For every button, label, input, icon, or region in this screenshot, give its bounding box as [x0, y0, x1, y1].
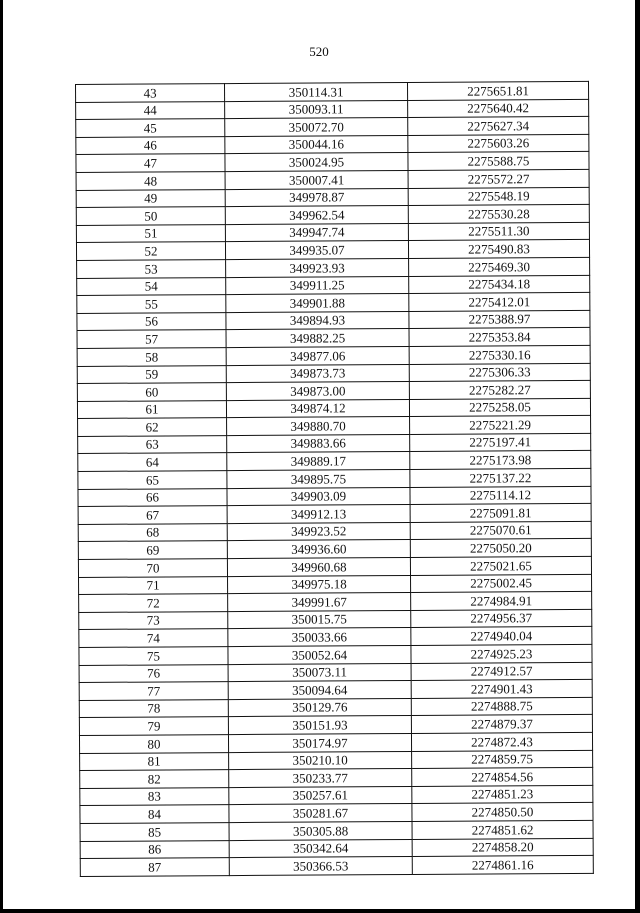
coordinates-table-body	[76, 81, 594, 876]
x-coordinate-cell: 349874.12	[226, 399, 409, 418]
y-coordinate-cell: 2275197.41	[410, 433, 591, 452]
point-number-cell: 55	[77, 295, 226, 314]
x-coordinate-cell: 349889.17	[227, 452, 410, 471]
y-coordinate-cell: 2275258.05	[409, 398, 590, 417]
x-coordinate-cell: 350281.67	[229, 804, 412, 823]
point-number-cell: 69	[78, 541, 227, 560]
y-coordinate-cell: 2274851.23	[412, 785, 593, 804]
y-coordinate-cell: 2275412.01	[409, 292, 590, 311]
y-coordinate-cell: 2275572.27	[408, 169, 589, 188]
point-number-cell: 47	[76, 154, 225, 173]
point-number-cell: 51	[76, 224, 225, 243]
x-coordinate-cell: 349894.93	[226, 311, 409, 330]
x-coordinate-cell: 350052.64	[228, 645, 411, 664]
y-coordinate-cell: 2275282.27	[409, 380, 590, 399]
y-coordinate-cell: 2274861.16	[412, 855, 593, 874]
point-number-cell: 85	[80, 823, 229, 842]
y-coordinate-cell: 2275388.97	[409, 310, 590, 329]
x-coordinate-cell: 350044.16	[225, 135, 408, 154]
y-coordinate-cell: 2275050.20	[410, 539, 591, 558]
x-coordinate-cell: 349962.54	[225, 206, 408, 225]
y-coordinate-cell: 2274858.20	[412, 838, 593, 857]
point-number-cell: 50	[76, 207, 225, 226]
point-number-cell: 54	[77, 277, 226, 296]
y-coordinate-cell: 2274859.75	[412, 750, 593, 769]
y-coordinate-cell: 2274940.04	[411, 627, 592, 646]
point-number-cell: 71	[79, 576, 228, 595]
y-coordinate-cell: 2274879.37	[411, 715, 592, 734]
point-number-cell: 60	[77, 383, 226, 402]
x-coordinate-cell: 350024.95	[225, 153, 408, 172]
point-number-cell: 61	[77, 400, 226, 419]
point-number-cell: 80	[79, 735, 228, 754]
point-number-cell: 82	[80, 770, 229, 789]
x-coordinate-cell: 350151.93	[228, 716, 411, 735]
x-coordinate-cell: 350366.53	[229, 857, 412, 876]
point-number-cell: 57	[77, 330, 226, 349]
x-coordinate-cell: 349936.60	[227, 540, 410, 559]
x-coordinate-cell: 350257.61	[229, 786, 412, 805]
y-coordinate-cell: 2275091.81	[410, 504, 591, 523]
y-coordinate-cell: 2274984.91	[411, 592, 592, 611]
x-coordinate-cell: 349978.87	[225, 188, 408, 207]
y-coordinate-cell: 2275137.22	[410, 468, 591, 487]
point-number-cell: 73	[79, 611, 228, 630]
x-coordinate-cell: 349903.09	[227, 487, 410, 506]
y-coordinate-cell: 2274925.23	[411, 644, 592, 663]
x-coordinate-cell: 349947.74	[225, 223, 408, 242]
point-number-cell: 53	[77, 260, 226, 279]
y-coordinate-cell: 2275511.30	[408, 222, 589, 241]
y-coordinate-cell: 2274872.43	[411, 732, 592, 751]
y-coordinate-cell: 2275627.34	[408, 117, 589, 136]
y-coordinate-cell: 2275603.26	[408, 134, 589, 153]
point-number-cell: 67	[78, 506, 227, 525]
y-coordinate-cell: 2275021.65	[410, 556, 591, 575]
x-coordinate-cell: 350033.66	[228, 628, 411, 647]
x-coordinate-cell: 349883.66	[227, 434, 410, 453]
x-coordinate-cell: 350073.11	[228, 663, 411, 682]
x-coordinate-cell: 349935.07	[225, 241, 408, 260]
point-number-cell: 44	[76, 101, 225, 120]
y-coordinate-cell: 2275070.61	[410, 521, 591, 540]
y-coordinate-cell: 2275330.16	[409, 345, 590, 364]
point-number-cell: 83	[80, 787, 229, 806]
y-coordinate-cell: 2274912.57	[411, 662, 592, 681]
x-coordinate-cell: 350129.76	[228, 698, 411, 717]
point-number-cell: 43	[76, 84, 225, 103]
y-coordinate-cell: 2275530.28	[408, 205, 589, 224]
y-coordinate-cell: 2275469.30	[409, 257, 590, 276]
x-coordinate-cell: 349923.52	[227, 522, 410, 541]
y-coordinate-cell: 2275434.18	[409, 275, 590, 294]
point-number-cell: 66	[78, 488, 227, 507]
x-coordinate-cell: 350174.97	[228, 733, 411, 752]
y-coordinate-cell: 2275221.29	[410, 416, 591, 435]
y-coordinate-cell: 2274956.37	[411, 609, 592, 628]
point-number-cell: 77	[79, 682, 228, 701]
x-coordinate-cell: 350305.88	[229, 821, 412, 840]
y-coordinate-cell: 2275353.84	[409, 328, 590, 347]
y-coordinate-cell: 2275002.45	[411, 574, 592, 593]
x-coordinate-cell: 350233.77	[229, 769, 412, 788]
y-coordinate-cell: 2275640.42	[408, 99, 589, 118]
point-number-cell: 65	[78, 471, 227, 490]
point-number-cell: 45	[76, 119, 225, 138]
x-coordinate-cell: 350093.11	[225, 100, 408, 119]
y-coordinate-cell: 2274854.56	[412, 768, 593, 787]
y-coordinate-cell: 2275114.12	[410, 486, 591, 505]
point-number-cell: 62	[78, 418, 227, 437]
y-coordinate-cell: 2274888.75	[411, 697, 592, 716]
x-coordinate-cell: 350210.10	[229, 751, 412, 770]
x-coordinate-cell: 349901.88	[226, 294, 409, 313]
point-number-cell: 52	[76, 242, 225, 261]
x-coordinate-cell: 350114.31	[225, 82, 408, 101]
point-number-cell: 68	[78, 523, 227, 542]
x-coordinate-cell: 349975.18	[228, 575, 411, 594]
point-number-cell: 79	[79, 717, 228, 736]
point-number-cell: 78	[79, 699, 228, 718]
point-number-cell: 70	[78, 559, 227, 578]
x-coordinate-cell: 349880.70	[227, 417, 410, 436]
point-number-cell: 59	[77, 365, 226, 384]
x-coordinate-cell: 349923.93	[226, 258, 409, 277]
point-number-cell: 76	[79, 664, 228, 683]
y-coordinate-cell: 2275490.83	[408, 240, 589, 259]
x-coordinate-cell: 349873.00	[226, 382, 409, 401]
x-coordinate-cell: 349873.73	[226, 364, 409, 383]
x-coordinate-cell: 350342.64	[229, 839, 412, 858]
y-coordinate-cell: 2275588.75	[408, 152, 589, 171]
point-number-cell: 72	[79, 594, 228, 613]
y-coordinate-cell: 2274851.62	[412, 820, 593, 839]
page-number: 520	[309, 44, 329, 59]
point-number-cell: 56	[77, 312, 226, 331]
x-coordinate-cell: 349912.13	[227, 505, 410, 524]
document-page	[3, 0, 635, 909]
point-number-cell: 84	[80, 805, 229, 824]
point-number-cell: 46	[76, 136, 225, 155]
table-row	[80, 855, 593, 876]
x-coordinate-cell: 349991.67	[228, 593, 411, 612]
x-coordinate-cell: 349882.25	[226, 329, 409, 348]
x-coordinate-cell: 350015.75	[228, 610, 411, 629]
x-coordinate-cell: 349960.68	[227, 557, 410, 576]
x-coordinate-cell: 349895.75	[227, 470, 410, 489]
point-number-cell: 87	[80, 858, 229, 877]
point-number-cell: 49	[76, 189, 225, 208]
y-coordinate-cell: 2275548.19	[408, 187, 589, 206]
point-number-cell: 48	[76, 172, 225, 191]
point-number-cell: 75	[79, 647, 228, 666]
x-coordinate-cell: 350094.64	[228, 681, 411, 700]
point-number-cell: 58	[77, 347, 226, 366]
y-coordinate-cell: 2275651.81	[407, 81, 588, 100]
y-coordinate-cell: 2275173.98	[410, 451, 591, 470]
point-number-cell: 86	[80, 840, 229, 859]
point-number-cell: 64	[78, 453, 227, 472]
x-coordinate-cell: 349911.25	[226, 276, 409, 295]
point-number-cell: 81	[80, 752, 229, 771]
point-number-cell: 74	[79, 629, 228, 648]
point-number-cell: 63	[78, 435, 227, 454]
y-coordinate-cell: 2275306.33	[409, 363, 590, 382]
x-coordinate-cell: 350007.41	[225, 170, 408, 189]
y-coordinate-cell: 2274901.43	[411, 680, 592, 699]
y-coordinate-cell: 2274850.50	[412, 803, 593, 822]
x-coordinate-cell: 350072.70	[225, 118, 408, 137]
coordinates-table	[75, 81, 594, 877]
x-coordinate-cell: 349877.06	[226, 346, 409, 365]
